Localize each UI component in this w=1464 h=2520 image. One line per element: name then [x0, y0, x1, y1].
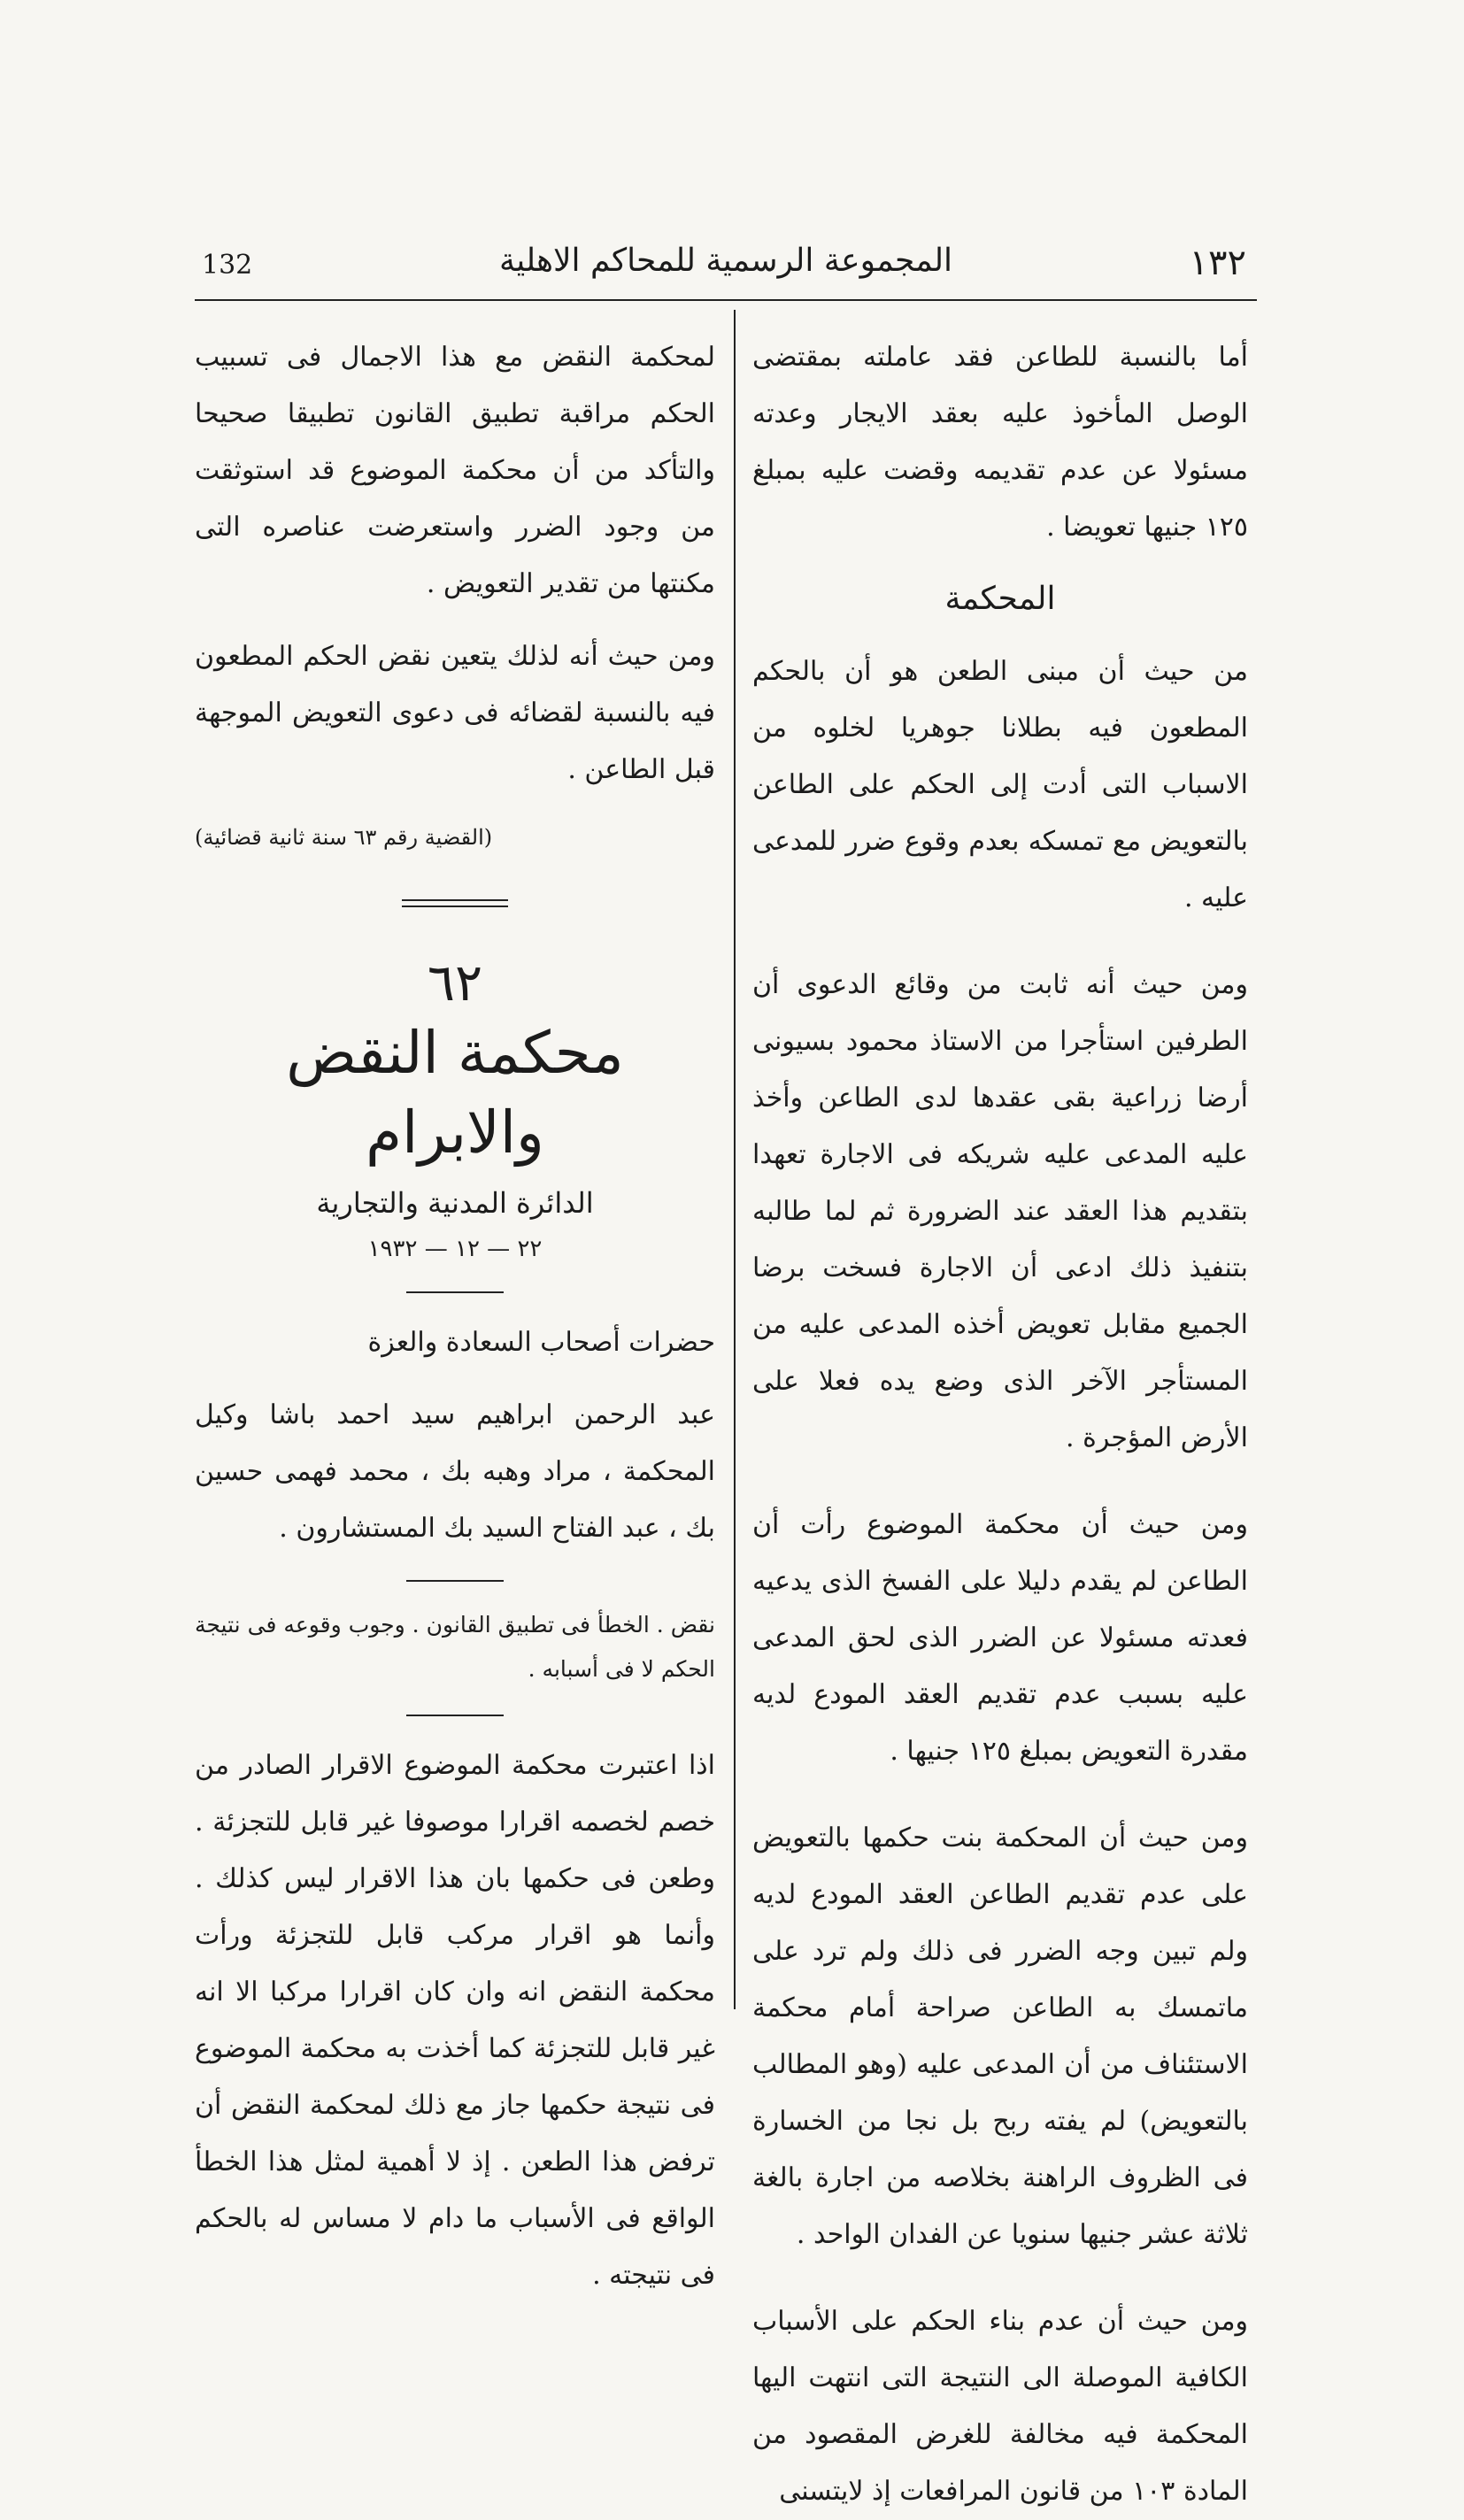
- case-reference: (القضية رقم ٦٣ سنة ثانية قضائية): [195, 825, 493, 850]
- panel-names: عبد الرحمن ابراهيم سيد احمد باشا وكيل المحكمة ، مراد وهبه بك ، محمد فهمى حسين بك ، عبد الفتاح السيد بك المستشارون .: [195, 1399, 715, 1544]
- court-division: الدائرة المدنية والتجارية: [316, 1186, 594, 1220]
- section-heading: المحكمة: [944, 581, 1056, 617]
- paragraph: ومن حيث أن عدم بناء الحكم على الأسباب الكافية الموصلة الى النتيجة التى انتهت اليها المحكمة فيه مخالفة للغرض المقصود من المادة ١٠٣ من قانون المرافعات إذ لايتسنى: [752, 2306, 1248, 2507]
- page-number-latin: 132: [202, 250, 253, 281]
- ruling-number: ٦٢: [427, 952, 483, 1013]
- ruling-summary: نقض . الخطأ فى تطبيق القانون . وجوب وقوعه فى نتيجة الحكم لا فى أسبابه .: [195, 1612, 715, 1682]
- court-title: محكمة النقض والابرام: [286, 1019, 624, 1167]
- paragraph: لمحكمة النقض مع هذا الاجمال فى تسبيب الحكم مراقبة تطبيق القانون تطبيقا صحيحا والتأكد من أن محكمة الموضوع قد استوثقت من وجود الضرر واستعرضت عناصره التى مكنتها من تقدير التعويض .: [195, 342, 715, 599]
- paragraph: ومن حيث أنه ثابت من وقائع الدعوى أن الطرفين استأجرا من الاستاذ محمود بسيونى أرضا زراعية بقى عقدها لدى الطاعن وأخذ عليه المدعى عليه شريكه فى الاجارة تعهدا بتقديم هذا العقد عند الضرورة ثم لما طالبه بتنفيذ ذلك ادعى أن الاجارة فسخت برضا الجميع مقابل تعويض أخذه المدعى عليه من المستأجر الآخر الذى وضع يده فعلا على الأرض المؤجرة .: [752, 969, 1248, 1453]
- ruling-holding: اذا اعتبرت محكمة الموضوع الاقرار الصادر من خصم لخصمه اقرارا موصوفا غير قابل للتجزئة . وطعن فى حكمها بان هذا الاقرار ليس كذلك . وأنما هو اقرار مركب قابل للتجزئة ورأت محكمة النقض انه وان كان اقرارا مركبا الا انه غير قابل للتجزئة كما أخذت به محكمة الموضوع فى نتيجة حكمها جاز مع ذلك لمحكمة النقض أن ترفض هذا الطعن . إذ لا أهمية لمثل هذا الخطأ الواقع فى الأسباب ما دام لا مساس له بالحكم فى نتيجته .: [195, 1750, 715, 2291]
- header-rule: [195, 299, 1257, 301]
- divider: [406, 1291, 504, 1293]
- paragraph: من حيث أن مبنى الطعن هو أن بالحكم المطعون فيه بطلانا جوهريا لخلوه من الاسباب التى أدت إلى الحكم على الطاعن بالتعويض مع تمسكه بعدم وقوع ضرر للمدعى عليه .: [752, 656, 1248, 913]
- section-separator: [402, 899, 508, 907]
- divider: [406, 1580, 504, 1582]
- page-number-arabic: ١٣٢: [1189, 243, 1246, 283]
- divider: [406, 1715, 504, 1716]
- page-header: [195, 239, 1257, 292]
- paragraph: ومن حيث أنه لذلك يتعين نقض الحكم المطعون فيه بالنسبة لقضائه فى دعوى التعويض الموجهة قبل الطاعن .: [195, 641, 715, 785]
- panel-intro: حضرات أصحاب السعادة والعزة: [367, 1327, 715, 1358]
- paragraph: ومن حيث أن محكمة الموضوع رأت أن الطاعن لم يقدم دليلا على الفسخ الذى يدعيه فعدته مسئولا عن الضرر الذى لحق المدعى عليه بسبب عدم تقديم العقد المودع لديه مقدرة التعويض بمبلغ ١٢٥ جنيها .: [752, 1509, 1248, 1767]
- ruling-date: ٢٢ — ١٢ — ١٩٣٢: [367, 1236, 543, 1262]
- journal-title: المجموعة الرسمية للمحاكم الاهلية: [498, 243, 953, 279]
- right-column: [752, 329, 1248, 2520]
- paragraph: ومن حيث أن المحكمة بنت حكمها بالتعويض على عدم تقديم الطاعن العقد المودع لديه ولم تبين وجه الضرر فى ذلك ولم ترد على ماتمسك به الطاعن صراحة أمام محكمة الاستئناف من أن المدعى عليه (وهو المطالب بالتعويض) لم يفته ربح بل نجا من الخسارة فى الظروف الراهنة بخلاصه من اجارة بالغة ثلاثة عشر جنيها سنويا عن الفدان الواحد .: [752, 1823, 1248, 2250]
- left-column: [195, 329, 715, 2304]
- paragraph: أما بالنسبة للطاعن فقد عاملته بمقتضى الوصل المأخوذ عليه بعقد الايجار وعدته مسئولا عن عدم تقديمه وقضت عليه بمبلغ ١٢٥ جنيها تعويضا .: [752, 342, 1248, 543]
- column-divider: [734, 310, 736, 2009]
